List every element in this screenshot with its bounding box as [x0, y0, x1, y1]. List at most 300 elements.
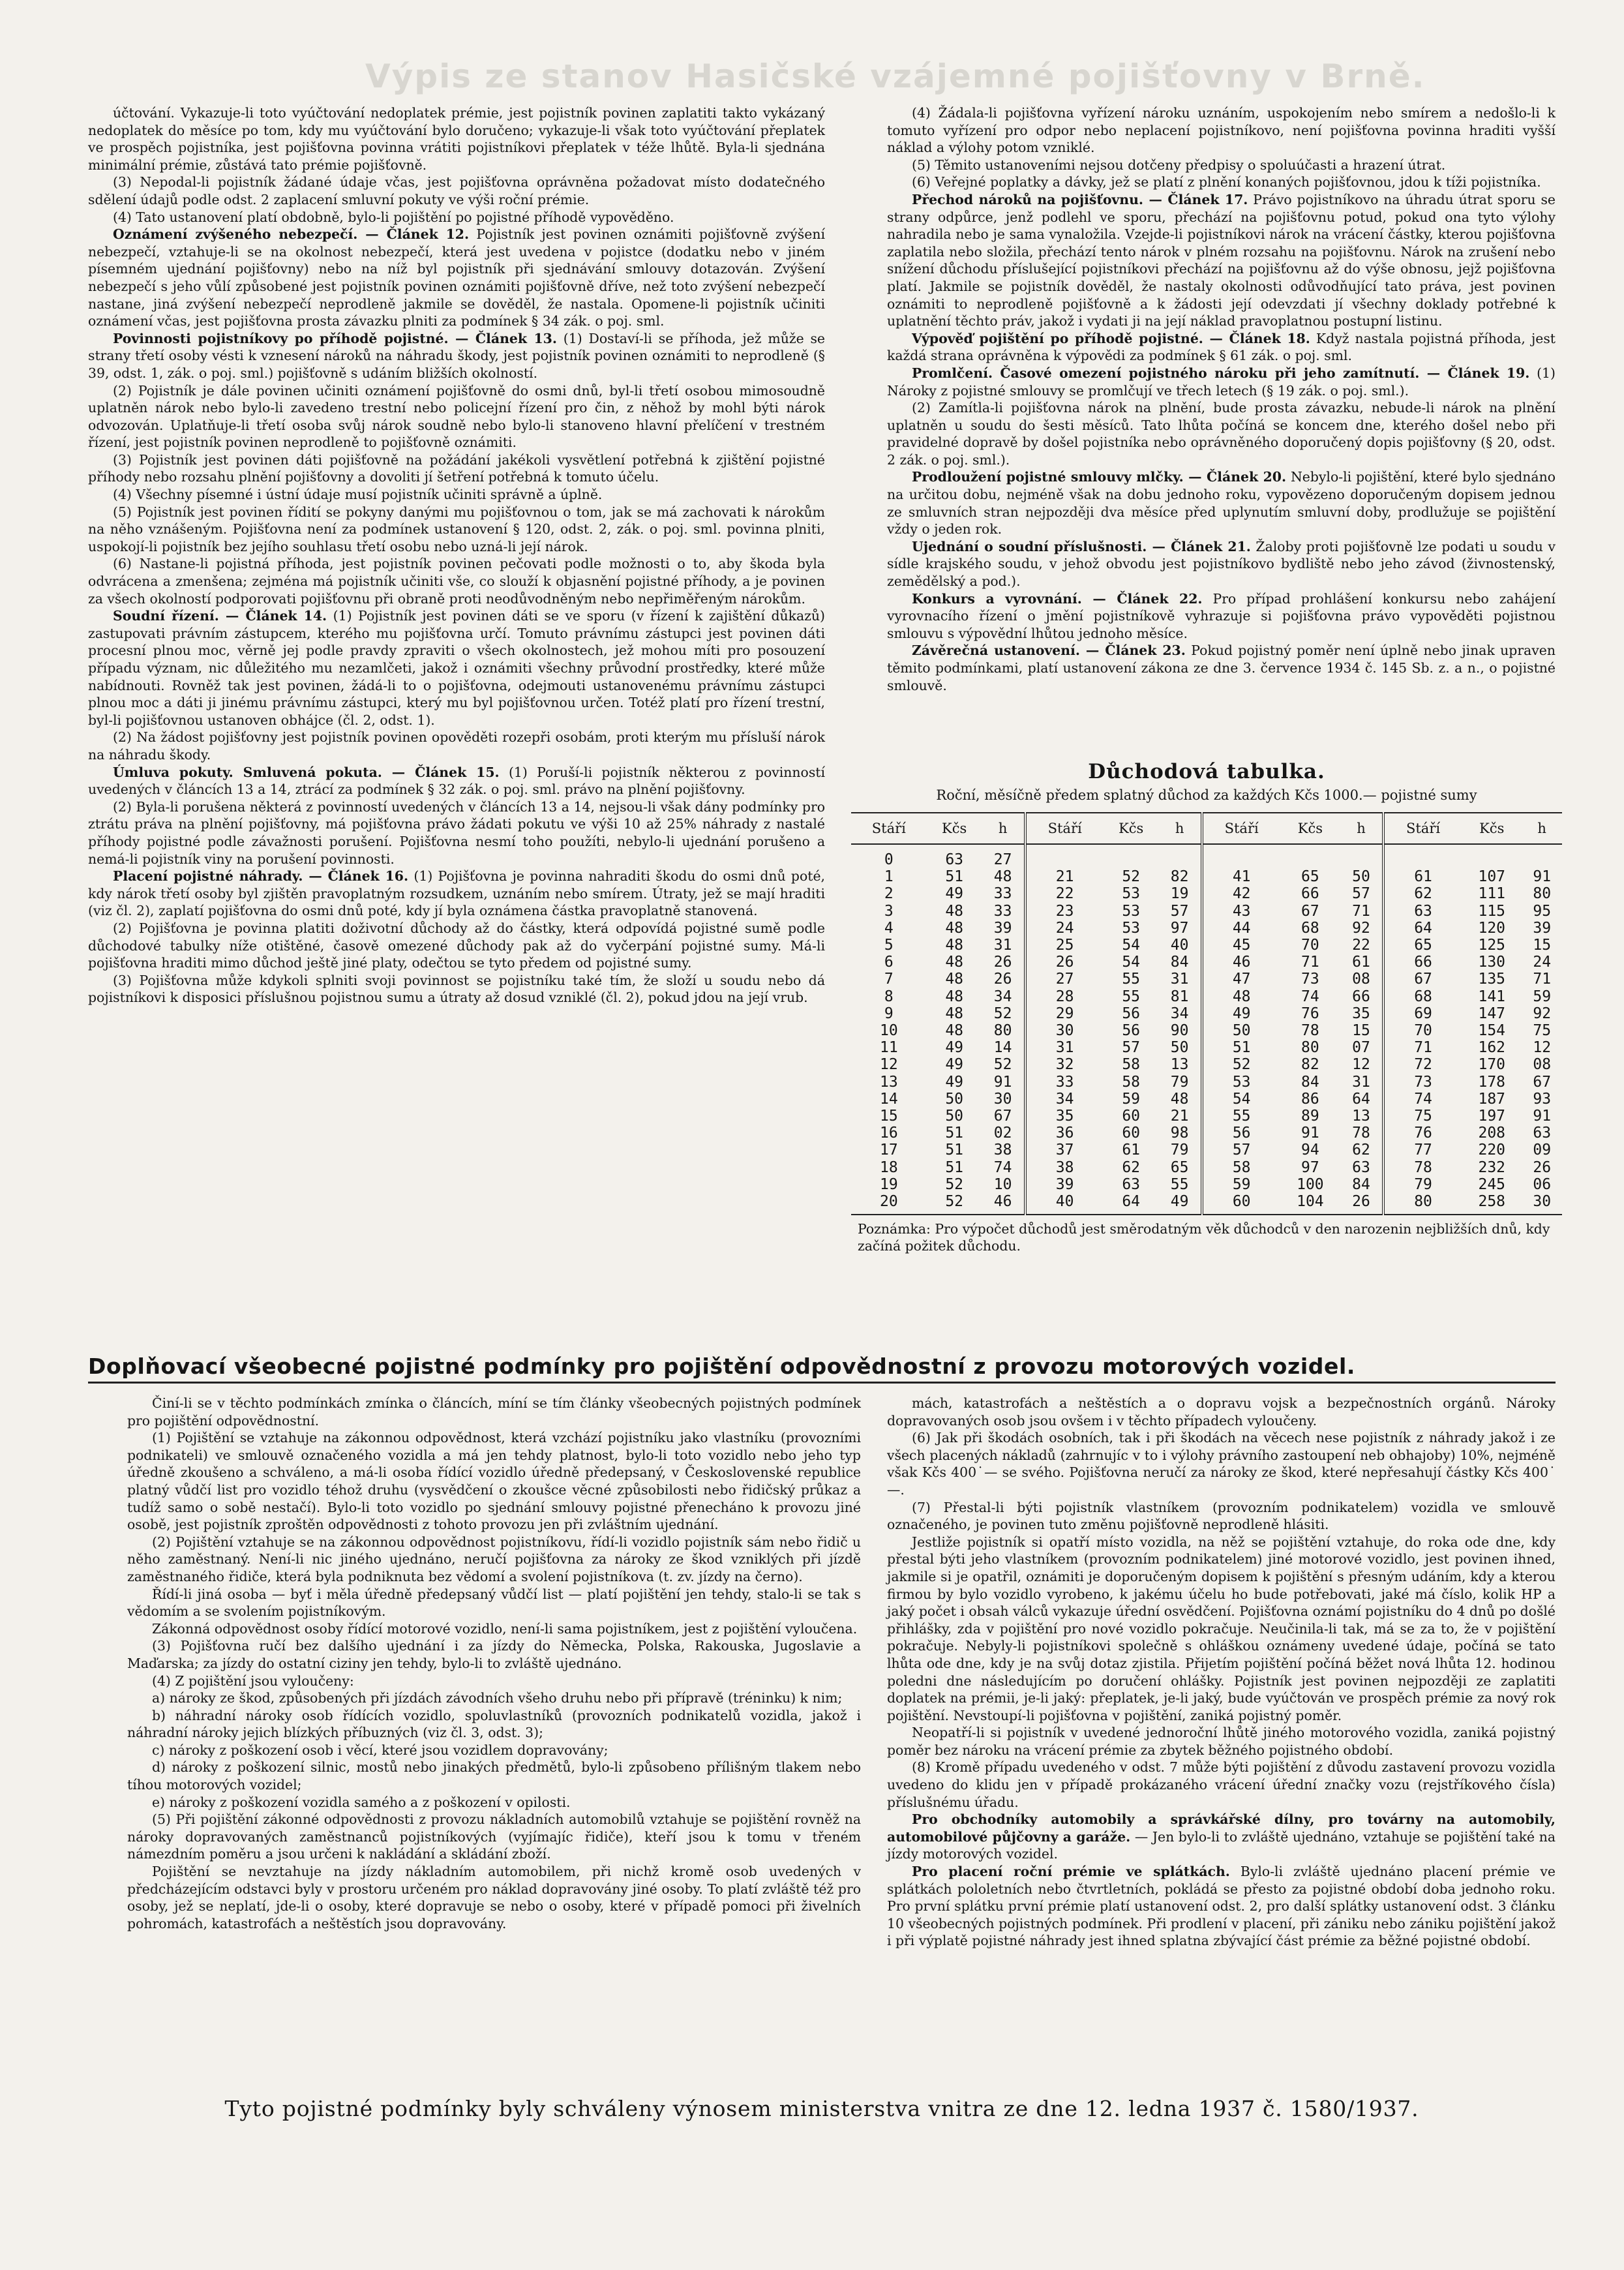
table-row [851, 885, 1562, 902]
annuity-cell: 08 [1352, 971, 1370, 988]
annuity-cell [1522, 844, 1562, 868]
annuity-cell: 0 [884, 851, 894, 868]
annuity-cell: 62 [1352, 1142, 1370, 1159]
table-row [851, 1074, 1562, 1091]
annuity-cell: 57 [1202, 1142, 1280, 1158]
annuity-cell: 56 [1122, 1005, 1141, 1022]
annuity-cell: 09 [1533, 1142, 1552, 1159]
annuity-cell: 3 [884, 902, 894, 920]
paragraph [88, 382, 825, 451]
paragraph-text: (1) Pojištění se vztahuje na zákonnou odpovědnost, která vzchází pojistníku jako vlastníku (provozními podnikateli) ve smlouvě označeného vozidla a má jen tehdy platnost, bylo-li toto vozidlo nebo jeho typ úředně zkoušeno a schváleno, a má-li osoba řídící vozidlo úředně předepsaný, v Československé republice platný vůdčí list pro vozidlo téhož druhu (vysvědčení o zkoušce věcné způsobilosti nebo řidičský průkaz a tudíž samo o sobě nestačí). Bylo-li toto vozidlo po sjednání smlouvy pojistné přenecháno k provozu jiné osobě, jest pojistník zproštěn odpovědnosti z tohoto provozu jen při zvláštním ujednání. [127, 1430, 861, 1533]
annuity-cell: 71 [1383, 1039, 1462, 1056]
annuity-cell: 115 [1478, 902, 1506, 920]
annuity-cell: 69 [1383, 1005, 1462, 1022]
paragraph-text: Neopatří-li si pojistník v uvedené jednoroční lhůtě jiného motorového vozidla, zaniká pojistný poměr bez nároku na vrácení prémie za zbytek běžného pojistného období. [887, 1725, 1556, 1758]
annuity-cell: 64 [1104, 1193, 1159, 1215]
annuity-cell: 80 [1533, 885, 1552, 903]
paragraph [88, 868, 825, 920]
annuity-cell: 14 [880, 1090, 898, 1108]
article-heading: Závěrečná ustanovení. — Článek 23. [912, 643, 1186, 659]
paragraph [88, 972, 825, 1006]
paragraph [127, 1586, 861, 1620]
supplement-title-rule [88, 1382, 1556, 1384]
paragraph [88, 451, 825, 486]
annuity-cell: 74 [1301, 988, 1319, 1005]
annuity-cell: 20 [851, 1193, 927, 1215]
conditions-left-column [88, 104, 825, 1006]
paragraph-text: (6) Jak při škodách osobních, tak i při škodách na věcech nese pojistník z náhrady jakož i ze všech placených nákladů (zahrnujíc v to i výlohy právního zastoupení neb obhajoby) 10%, nejméně však Kčs 400˙— se svého. Pojišťovna neručí za nároky ze škod, které nepřesahují částky Kčs 400˙—. [887, 1430, 1556, 1498]
annuity-cell: 67 [1301, 902, 1319, 920]
annuity-cell: 107 [1478, 868, 1506, 886]
annuity-cell: 48 [945, 919, 964, 937]
table-row [851, 1091, 1562, 1108]
article-heading: Výpověď pojištění po příhodě pojistné. — Článek 18. [912, 330, 1310, 346]
annuity-cell: 10 [880, 1022, 898, 1040]
annuity-cell: 91 [1533, 1108, 1552, 1125]
annuity-cell: 90 [1170, 1022, 1189, 1040]
annuity-cell: 75 [1383, 1108, 1462, 1125]
paragraph [887, 1429, 1556, 1498]
paragraph-text: účtování. Vykazuje-li toto vyúčtování nedoplatek prémie, jest pojistník povinen zaplatiti takto vykázaný nedoplatek do měsíce po tom, kdy mu vyúčtování bylo doručeno; vykazuje-li však toto vyúčtování přeplatek ve prospěch pojistníka, jest pojišťovna povinna vrátiti pojistníkovi přeplatek v téže lhůtě. Byla-li sjednána minimální prémie, zůstává tato prémie pojišťovně. [88, 105, 825, 173]
annuity-cell: 56 [1122, 1022, 1141, 1040]
annuity-cell: 81 [1170, 988, 1189, 1005]
table-row [851, 1159, 1562, 1176]
annuity-cell: 33 [993, 902, 1012, 920]
annuity-cell: 54 [1122, 954, 1141, 971]
annuity-cell: 59 [1122, 1090, 1141, 1108]
annuity-cell: 35 [1352, 1005, 1370, 1022]
annuity-cell: 78 [1301, 1022, 1319, 1040]
annuity-cell: 44 [1202, 920, 1280, 937]
annuity-cell: 34 [993, 988, 1012, 1005]
annuity-cell: 13 [880, 1073, 898, 1091]
annuity-cell: 67 [1533, 1073, 1552, 1091]
annuity-cell: 53 [1122, 902, 1141, 920]
annuity-cell: 60 [1122, 1125, 1141, 1142]
annuity-cell: 23 [1025, 903, 1104, 920]
annuity-cell: 42 [1202, 885, 1280, 902]
annuity-cell: 41 [1202, 868, 1280, 885]
annuity-cell: 12 [1352, 1056, 1370, 1074]
annuity-cell: 18 [880, 1158, 898, 1176]
annuity-column-header: h [1522, 813, 1562, 844]
annuity-cell: 135 [1478, 971, 1506, 988]
annuity-cell: 51 [945, 868, 964, 886]
paragraph-text: Nebylo-li pojištění, které bylo sjednáno na určitou dobu, nejméně však na dobu jednoho roku, vypovězeno doporučeným dopisem jednou ze smluvních stran nejpozději dva měsíce před uplynutím smluvní doby, prodlužuje se pojištění vždy o jeden rok. [887, 469, 1556, 537]
annuity-cell: 52 [945, 1175, 964, 1193]
annuity-cell: 47 [1202, 971, 1280, 988]
annuity-cell [1280, 844, 1340, 868]
paragraph-text: (3) Nepodal-li pojistník žádané údaje včas, jest pojišťovna oprávněna požadovat místo dodatečného sdělení údajů podle odst. 2 zaplacení smluvní pokuty ve výši roční prémie. [88, 174, 825, 207]
paragraph [88, 555, 825, 607]
annuity-cell: 78 [1352, 1125, 1370, 1142]
annuity-cell: 92 [1352, 919, 1370, 937]
annuity-cell: 11 [880, 1039, 898, 1057]
article-heading: Povinnosti pojistníkovy po příhodě pojistné. — Článek 13. [113, 330, 557, 346]
annuity-cell: 120 [1478, 919, 1506, 937]
table-row [851, 920, 1562, 937]
annuity-cell: 55 [1122, 988, 1141, 1005]
annuity-cell: 48 [1202, 988, 1280, 1005]
paragraph [127, 1429, 861, 1534]
table-row [851, 1142, 1562, 1158]
paragraph [88, 330, 825, 382]
annuity-cell: 64 [1383, 920, 1462, 937]
annuity-cell: 57 [1170, 902, 1189, 920]
annuity-cell: 170 [1478, 1056, 1506, 1074]
paragraph-text: (7) Přestal-li býti pojistník vlastníkem (provozním podnikatelem) vozidla ve smlouvě označeného, je povinen tuto změnu pojišťovně neprodleně hlásiti. [887, 1499, 1556, 1533]
annuity-cell: 15 [1352, 1022, 1370, 1040]
article-heading: Soudní řízení. — Článek 14. [113, 608, 327, 624]
annuity-cell: 9 [884, 1005, 894, 1022]
annuity-cell: 43 [1202, 903, 1280, 920]
annuity-cell: 51 [945, 1125, 964, 1142]
annuity-cell: 06 [1533, 1175, 1552, 1193]
paragraph [88, 764, 825, 798]
annuity-cell: 13 [1170, 1056, 1189, 1074]
annuity-column-header: Kčs [1280, 813, 1340, 844]
paragraph [88, 504, 825, 556]
annuity-table-title: Důchodová tabulka. [1088, 760, 1325, 783]
annuity-cell: 60 [1202, 1193, 1280, 1215]
annuity-cell: 7 [884, 971, 894, 988]
annuity-cell: 32 [1025, 1056, 1104, 1073]
annuity-cell: 57 [1122, 1039, 1141, 1057]
article-heading: Úmluva pokuty. Smluvená pokuta. — Článek 15. [113, 764, 500, 780]
paragraph-text: Pokud pojistný poměr není úplně nebo jinak upraven těmito podmínkami, platí ustanovení zákona ze dne 3. července 1934 č. 145 Sb. z. a n., o pojistné smlouvě. [887, 643, 1556, 693]
annuity-cell: 46 [1202, 954, 1280, 971]
paragraph-text: Pojištění se nevztahuje na jízdy nákladním automobilem, při nichž kromě osob uvedených v předcházejícím odstavci byly v prostoru určeném pro náklad dopravovány jiné osoby. To platí zvláště též pro osoby, jež se neplatí, jde-li o osoby, které dopravuje se nebo o osoby, které v případě pomoci při živelních pohromách, katastrofách a neštěstích jsou dopravovány. [127, 1864, 861, 1931]
annuity-cell [1025, 844, 1104, 868]
annuity-cell: 53 [1202, 1074, 1280, 1091]
approval-note: Tyto pojistné podmínky byly schváleny výnosem ministerstva vnitra ze dne 12. ledna 1937 č. 1580/1937. [224, 2096, 1419, 2121]
table-row [851, 1022, 1562, 1039]
annuity-cell: 93 [1533, 1090, 1552, 1108]
annuity-cell: 54 [1122, 937, 1141, 954]
paragraph [127, 1794, 861, 1811]
annuity-cell: 52 [1122, 868, 1141, 886]
annuity-cell: 72 [1383, 1056, 1462, 1073]
annuity-cell: 21 [1025, 868, 1104, 885]
conditions-right-column [887, 104, 1556, 694]
annuity-table-section [851, 760, 1562, 1254]
annuity-column-header: Kčs [1462, 813, 1522, 844]
annuity-cell: 78 [1383, 1159, 1462, 1176]
annuity-cell: 48 [945, 971, 964, 988]
article-heading: Promlčení. Časové omezení pojistného nároku při jeho zamítnutí. — Článek 19. [912, 365, 1530, 381]
annuity-cell: 50 [945, 1108, 964, 1125]
annuity-table [851, 812, 1562, 1215]
paragraph-text: Pojistník jest povinen oznámiti pojišťovně zvýšení nebezpečí, vztahuje-li se na okolnost nebezpečí, která jest uvedena v pojistce (dodatku nebo v jiném písemném ujednání pojišťovny) nebo na níž byl pojistník při sjednávání smlouvy dotazován. Zvýšení nebezpečí s jeho vůlí způsobené jest pojistník povinen oznámiti pojišťovně dříve, než toto zvýšení nebezpečí nastane, jiná zvýšení nebezpečí neprodleně jakmile se dověděl, že nastala. Opomene-li pojistník učiniti oznámení včas, jest pojišťovna prosta závazku plniti za podmínek § 34 zák. o poj. sml. [88, 226, 825, 329]
annuity-cell: 97 [1301, 1158, 1319, 1176]
annuity-column-header: Kčs [1104, 813, 1159, 844]
annuity-cell: 19 [1170, 885, 1189, 903]
paragraph [887, 1724, 1556, 1759]
annuity-cell: 98 [1170, 1125, 1189, 1142]
annuity-cell: 40 [1170, 937, 1189, 954]
annuity-cell: 48 [945, 988, 964, 1005]
annuity-cell: 2 [884, 885, 894, 903]
annuity-cell [1383, 844, 1462, 868]
annuity-cell: 55 [1170, 1175, 1189, 1193]
annuity-cell: 74 [993, 1158, 1012, 1176]
table-row [851, 971, 1562, 988]
annuity-cell: 27 [993, 851, 1012, 868]
annuity-cell: 61 [1122, 1142, 1141, 1159]
paragraph [887, 642, 1556, 694]
supplement-title: Doplňovací všeobecné pojistné podmínky pro pojištění odpovědnostní z provozu motorových vozidel. [88, 1354, 1356, 1379]
annuity-cell: 49 [1202, 1005, 1280, 1022]
annuity-cell: 22 [1025, 885, 1104, 902]
paragraph-text: (5) Při pojištění zákonné odpovědnosti z provozu nákladních automobilů vztahuje se pojištění rovněž na nároky dopravovaných zaměstnanců pojistníkových (vyjímajíc řidiče), kteří jsou k tomu v třeném námezdním poměru a jsou určeni k nakládání a skládání zboží. [127, 1811, 861, 1862]
annuity-cell: 26 [993, 954, 1012, 971]
annuity-cell: 91 [1301, 1125, 1319, 1142]
annuity-cell: 38 [1025, 1159, 1104, 1176]
annuity-column-header: h [1340, 813, 1383, 844]
annuity-cell: 162 [1478, 1039, 1506, 1057]
paragraph [127, 1534, 861, 1586]
annuity-column-header: h [982, 813, 1025, 844]
annuity-cell [1104, 844, 1159, 868]
annuity-cell: 82 [1301, 1056, 1319, 1074]
paragraph [887, 399, 1556, 468]
paragraph-text: (6) Nastane-li pojistná příhoda, jest pojistník povinen pečovati podle možnosti o to, aby škoda byla odvrácena a zmenšena; zejména má pojistník učiniti vše, co slouží k objasnění pojistné příhody, a je povinen za všech okolností podporovati pojišťovnu při obraně proti neodůvodněným nebo nepřiměřeným nárokům. [88, 556, 825, 607]
annuity-cell: 46 [982, 1193, 1025, 1215]
table-row [851, 1039, 1562, 1056]
annuity-cell: 71 [1533, 971, 1552, 988]
annuity-cell: 48 [1170, 1090, 1189, 1108]
annuity-cell: 79 [1170, 1142, 1189, 1159]
annuity-table-subtitle: Roční, měsíčně předem splatný důchod za každých Kčs 1000.— pojistné sumy [936, 787, 1477, 803]
paragraph-text: Žaloby proti pojišťovně lze podati u soudu v sídle krajského soudu, v jehož obvodu jest pojistníkovo bydliště nebo jeho závod (živnostenský, zemědělský a pod.). [887, 538, 1556, 590]
annuity-cell: 178 [1478, 1073, 1506, 1091]
paragraph [127, 1707, 861, 1742]
annuity-cell: 52 [927, 1193, 982, 1215]
annuity-cell: 55 [1122, 971, 1141, 988]
annuity-cell: 53 [1122, 885, 1141, 903]
annuity-cell: 24 [1025, 920, 1104, 937]
annuity-cell: 49 [945, 1039, 964, 1057]
annuity-cell: 62 [1122, 1158, 1141, 1176]
paragraph-text: e) nároky z poškození vozidla samého a z poškození v opilosti. [152, 1794, 571, 1810]
paragraph-text: d) nároky z poškození silnic, mostů nebo jinakých předmětů, bylo-li způsobeno přílišným tlakem nebo tíhou motorových vozidel; [127, 1759, 861, 1793]
annuity-cell: 51 [945, 1158, 964, 1176]
annuity-cell: 02 [993, 1125, 1012, 1142]
table-row [851, 844, 1562, 868]
annuity-cell: 31 [1352, 1073, 1370, 1091]
annuity-table-header [851, 813, 1562, 844]
table-row [851, 1176, 1562, 1193]
annuity-cell: 91 [1533, 868, 1552, 886]
paragraph [887, 157, 1556, 174]
annuity-cell: 24 [1533, 954, 1552, 971]
annuity-cell: 22 [1352, 937, 1370, 954]
annuity-cell: 66 [1383, 954, 1462, 971]
annuity-cell: 59 [1533, 988, 1552, 1005]
paragraph-text: (5) Pojistník jest povinen řídití se pokyny danými mu pojišťovnou o tom, jak se má zachovati k nárokům na něho vznášeným. Pojišťovna není za podmínek ustanovení § 120, odst. 2, zák. o poj. sml. povinna plniti, uspokojí-li pojistník bez jejího souhlasu třetí osobu nebo uzná-li její nárok. [88, 504, 825, 554]
annuity-cell: 48 [945, 937, 964, 954]
annuity-column-header: h [1159, 813, 1202, 844]
paragraph-text: (1) Dostaví-li se příhoda, jež může se strany třetí osoby vésti k vznesení nároků na náhradu škody, jest pojistník povinen oznámiti to neprodleně (§ 39, odst. 1, zák. o poj. sml.) pojišťovně s udáním bližších okolností. [88, 330, 825, 381]
annuity-cell: 39 [993, 919, 1012, 937]
paragraph [887, 365, 1556, 399]
annuity-cell: 39 [1533, 919, 1552, 937]
article-heading: Přechod nároků na pojišťovnu. — Článek 17. [912, 191, 1248, 207]
paragraph-text: (2) Zamítla-li pojišťovna nárok na plnění, bude prosta závazku, nebude-li nárok na plnění uplatněn u soudu do šesti měsíců. Tato lhůta počíná se koncem dne, kterého došel nebo při pravidelné dopravě by došel pojistníka nebo oprávněného doporučený dopis pojišťovny (§ 20, odst. 2 zák. o poj. sml.). [887, 400, 1556, 468]
paragraph [887, 191, 1556, 330]
table-row [851, 988, 1562, 1005]
annuity-cell: 94 [1301, 1142, 1319, 1159]
annuity-cell: 100 [1297, 1175, 1324, 1193]
paragraph-text: Bylo-li zvláště ujednáno placení prémie ve splátkách pololetních nebo čtvrtletních, pokládá se přesto za pojistné období doba jednoho roku. Pro první splátku první prémie platí ustanovení odst. 2, pro další splátky ustanovení odst. 3 článku 10 všeobecných pojistných podmínek. Při prodlení v placení, při zániku nebo zániku pojištění jakož i při výplatě pojistné náhrady jest ihned splatna zbývající část prémie za běžné pojistné období. [887, 1864, 1556, 1949]
annuity-cell: 70 [1383, 1022, 1462, 1039]
paragraph [88, 486, 825, 504]
annuity-cell: 34 [1025, 1091, 1104, 1108]
annuity-cell: 84 [1301, 1073, 1319, 1091]
paragraph-text: (2) Byla-li porušena některá z povinností uvedených v článcích 13 a 14, nejsou-li však dány podmínky pro ztrátu práva na plnění pojišťovny, má pojišťovna právo žádati pokutu ve výši 10 až 25% náhrady z nastalé příhody pojistné podle závažnosti porušení. Pojišťovna nesmí toho použíti, nebylo-li ujednání porušeno a nemá-li pojistník viny na porušení povinnosti. [88, 798, 825, 867]
annuity-cell: 51 [945, 1142, 964, 1159]
annuity-cell: 61 [1383, 868, 1462, 885]
annuity-cell: 37 [1025, 1142, 1104, 1158]
paragraph [88, 920, 825, 972]
paragraph [127, 1811, 861, 1863]
annuity-cell: 154 [1478, 1022, 1506, 1040]
annuity-cell: 73 [1301, 971, 1319, 988]
faded-header: Výpis ze stanov Hasičské vzájemné pojišťovny v Brně. [365, 57, 1426, 95]
annuity-cell: 08 [1533, 1056, 1552, 1074]
paragraph-text: (2) Na žádost pojišťovny jest pojistník povinen opověděti rozepři osobám, proti kterým mu přísluší nárok na náhradu škody. [88, 729, 825, 763]
annuity-cell: 76 [1383, 1125, 1462, 1142]
annuity-cell [1462, 844, 1522, 868]
annuity-cell: 5 [884, 937, 894, 954]
annuity-cell: 208 [1478, 1125, 1506, 1142]
article-heading: Prodloužení pojistné smlouvy mlčky. — Článek 20. [912, 469, 1287, 485]
annuity-cell: 84 [1170, 954, 1189, 971]
annuity-cell: 12 [1533, 1039, 1552, 1057]
annuity-cell: 50 [945, 1090, 964, 1108]
table-row [851, 868, 1562, 885]
paragraph-text: (1) Nároky z pojistné smlouvy se promlčují ve třech letech (§ 19 zák. o poj. sml.). [887, 365, 1556, 399]
annuity-cell: 71 [1301, 954, 1319, 971]
paragraph-text: a) nároky ze škod, způsobených při jízdách závodních všeho druhu nebo při přípravě (tréninku) k nim; [152, 1690, 843, 1706]
paragraph-text: b) náhradní nároky osob řídících vozidlo, spoluvlastníků (provozních podnikatelů vozidla, jakož i náhradní nároky jejich blízkých příbuzných (viz čl. 3, odst. 3); [127, 1707, 861, 1741]
paragraph [127, 1689, 861, 1707]
annuity-cell [1159, 844, 1202, 868]
annuity-cell: 232 [1478, 1158, 1506, 1176]
article-heading: Konkurs a vyrovnání. — Článek 22. [912, 590, 1203, 607]
annuity-cell: 17 [880, 1142, 898, 1159]
annuity-cell: 64 [1352, 1090, 1370, 1108]
annuity-cell: 220 [1478, 1142, 1506, 1159]
paragraph [127, 1672, 861, 1690]
annuity-cell: 111 [1478, 885, 1506, 903]
paragraph [88, 226, 825, 330]
paragraph [88, 729, 825, 763]
annuity-cell: 104 [1280, 1193, 1340, 1215]
annuity-cell: 63 [1383, 903, 1462, 920]
annuity-cell: 82 [1170, 868, 1189, 886]
annuity-cell: 48 [945, 954, 964, 971]
annuity-cell: 86 [1301, 1090, 1319, 1108]
annuity-cell: 68 [1383, 988, 1462, 1005]
annuity-cell [1340, 844, 1383, 868]
paragraph [887, 1499, 1556, 1534]
table-row [851, 1193, 1562, 1215]
annuity-cell: 50 [1202, 1022, 1280, 1039]
annuity-cell: 67 [1383, 971, 1462, 988]
annuity-cell: 30 [1025, 1022, 1104, 1039]
annuity-cell: 71 [1352, 902, 1370, 920]
paragraph [887, 468, 1556, 537]
annuity-column-header: Stáří [1383, 813, 1462, 844]
annuity-cell: 61 [1352, 954, 1370, 971]
paragraph-text: (5) Těmito ustanoveními nejsou dotčeny předpisy o spoluúčasti a hrazení útrat. [912, 157, 1446, 173]
paragraph [887, 1534, 1556, 1725]
paragraph-text: (1) Pojistník jest povinen dáti se ve sporu (v řízení k zajištění důkazů) zastupovati právním zástupcem, kterého mu pojišťovna určí. Tomuto právnímu zástupci jest povinen dáti procesní plnou moc, věrně jej podle pravdy zpraviti o všech okolnostech, jež mohou míti pro posouzení případu význam, nic důležitého mu nezamlčeti, jakož i oznámiti všechny průvodní prostředky, které může nabídnouti. Rovněž tak jest povinen, žádá-li to o pojišťovna, odejmouti ustanovenému právnímu zástupci plnou moc a dáti ji jinému právnímu zástupci, který mu byl pojišťovnou určen. Totéž platí pro řízení trestní, byl-li pojišťovnou ustanoven obhájce (čl. 2, odst. 1). [88, 608, 825, 728]
paragraph-text: (2) Pojištění vztahuje se na zákonnou odpovědnost pojistníkovu, řídí-li vozidlo pojistník sám nebo řidič u něho zaměstnaný. Není-li nic jiného ujednáno, neručí pojišťovna za nároky ze škod vzniklých při jízdě zaměstnaného řidiče, která byla podniknuta bez vědomí a svolení pojistníkova (t. zv. jízdy na černo). [127, 1534, 861, 1584]
annuity-cell: 125 [1478, 937, 1506, 954]
annuity-cell: 141 [1478, 988, 1506, 1005]
annuity-cell: 67 [993, 1108, 1012, 1125]
paragraph-text: (4) Žádala-li pojišťovna vyřízení nároku uznáním, uspokojením nebo smírem a nedošlo-li k tomuto vyřízení pro odpor nebo neplacení pojistníkovo, není pojišťovna povinna hraditi vyšší náklad a výlohy potom vzniklé. [887, 105, 1556, 156]
annuity-cell [1202, 844, 1280, 868]
annuity-cell: 54 [1202, 1091, 1280, 1108]
annuity-cell: 95 [1533, 902, 1552, 920]
paragraph-text: mách, katastrofách a neštěstích a o dopravu vojsk a bezpečnostních orgánů. Nároky dopravovaných osob jsou ovšem i v těchto případech vyloučeny. [887, 1395, 1556, 1429]
annuity-cell: 66 [1352, 988, 1370, 1005]
paragraph [887, 1759, 1556, 1811]
annuity-cell: 245 [1478, 1175, 1506, 1193]
annuity-cell: 59 [1202, 1176, 1280, 1193]
annuity-cell: 52 [1202, 1056, 1280, 1073]
paragraph [887, 590, 1556, 643]
annuity-cell: 29 [1025, 1005, 1104, 1022]
annuity-cell: 48 [945, 902, 964, 920]
paragraph-text: (4) Všechny písemné i ústní údaje musí pojistník učiniti správně a úplně. [113, 487, 603, 503]
annuity-cell: 79 [1170, 1073, 1189, 1091]
annuity-cell: 13 [1352, 1108, 1370, 1125]
paragraph-text: (1) Poruší-li pojistník některou z povinností uvedených v článcích 13 a 14, ztrácí za podmínek § 32 zák. o poj. sml. právo na plnění pojišťovny. [88, 764, 825, 798]
annuity-column-header: Stáří [851, 813, 927, 844]
annuity-cell: 16 [880, 1125, 898, 1142]
annuity-cell: 30 [1522, 1193, 1562, 1215]
annuity-cell: 73 [1383, 1074, 1462, 1091]
annuity-cell: 4 [884, 919, 894, 937]
annuity-cell: 49 [945, 1056, 964, 1074]
annuity-cell: 75 [1533, 1022, 1552, 1040]
paragraph [88, 798, 825, 868]
annuity-cell: 1 [884, 868, 894, 886]
paragraph [127, 1620, 861, 1638]
annuity-cell: 26 [1025, 954, 1104, 971]
paragraph-text: Řídí-li jiná osoba — byť i měla úředně předepsaný vůdčí list — platí pojištění jen tehdy, stalo-li se tak s vědomím a se svolením pojistníkovým. [127, 1586, 861, 1620]
annuity-cell: 258 [1462, 1193, 1522, 1215]
annuity-cell: 187 [1478, 1090, 1506, 1108]
annuity-cell: 49 [945, 885, 964, 903]
annuity-cell: 26 [1533, 1158, 1552, 1176]
annuity-cell: 8 [884, 988, 894, 1005]
annuity-cell: 31 [1025, 1039, 1104, 1056]
table-row [851, 903, 1562, 920]
annuity-cell: 65 [1383, 937, 1462, 954]
paragraph-text: Zákonná odpovědnost osoby řídící motorové vozidlo, není-li sama pojistníkem, jest z pojištění vyloučena. [152, 1620, 858, 1637]
annuity-cell: 25 [1025, 937, 1104, 954]
annuity-cell: 49 [945, 1073, 964, 1091]
annuity-cell: 53 [1122, 919, 1141, 937]
paragraph [88, 209, 825, 226]
annuity-cell: 62 [1383, 885, 1462, 902]
annuity-cell: 91 [993, 1073, 1012, 1091]
